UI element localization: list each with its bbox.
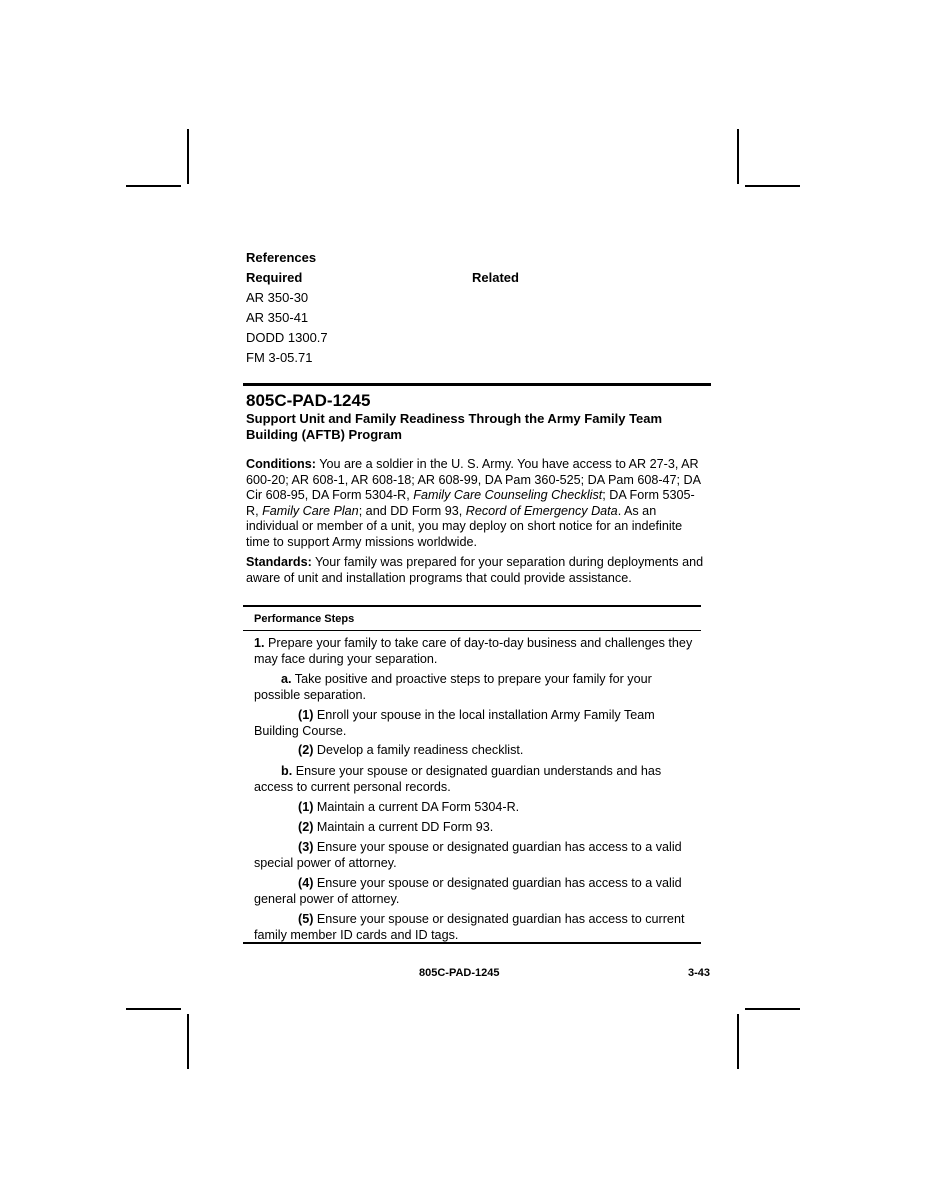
performance-step bbox=[254, 743, 700, 759]
form-title: Record of Emergency Data bbox=[465, 503, 618, 518]
conditions-text: You are a soldier in the U. S. Army. You have access to AR 27-3, AR 600-20; AR 608-1, AR 608-18; AR 608-99, DA Pam 360-525; DA Pam 608-47; DA Cir 608-95, DA Form 5304-R, bbox=[246, 457, 701, 502]
required-reference-item: DODD 1300.7 bbox=[246, 330, 328, 345]
performance-step bbox=[254, 708, 700, 739]
required-reference-item: AR 350-41 bbox=[246, 310, 309, 325]
crop-mark bbox=[187, 129, 189, 184]
crop-mark bbox=[745, 185, 800, 187]
standards-label: Standards: bbox=[246, 555, 312, 569]
table-bottom-rule bbox=[243, 942, 701, 944]
step-text: Maintain a current DA Form 5304-R. bbox=[313, 800, 520, 814]
task-number: 805C-PAD-1245 bbox=[246, 391, 371, 410]
required-label: Required bbox=[246, 270, 303, 285]
step-text: Take positive and proactive steps to prepare your family for your possible separation. bbox=[254, 672, 652, 702]
crop-mark bbox=[745, 1008, 800, 1010]
performance-step bbox=[254, 764, 700, 795]
task-title: Support Unit and Family Readiness Through the Army Family Team Building (AFTB) Program bbox=[246, 411, 663, 442]
step-number: 1. bbox=[254, 636, 265, 650]
step-number: (3) bbox=[298, 840, 314, 854]
conditions-paragraph bbox=[246, 457, 706, 550]
step-number: (5) bbox=[298, 912, 314, 926]
step-text: Ensure your spouse or designated guardian has access to current family member ID cards and ID tags. bbox=[254, 912, 685, 942]
step-text: Prepare your family to take care of day-to-day business and challenges they may face during your separation. bbox=[254, 636, 693, 666]
step-text: Ensure your spouse or designated guardian understands and has access to current personal records. bbox=[254, 764, 662, 794]
step-number: (4) bbox=[298, 876, 314, 890]
conditions-text: ; DA Form 5305-R, bbox=[246, 488, 695, 518]
required-reference-item: AR 350-30 bbox=[246, 290, 309, 305]
performance-step bbox=[254, 672, 700, 703]
table-top-rule bbox=[243, 605, 701, 607]
performance-step bbox=[254, 912, 700, 943]
step-text: Ensure your spouse or designated guardian has access to a valid special power of attorney. bbox=[254, 840, 682, 870]
crop-mark bbox=[737, 1014, 739, 1069]
step-number: b. bbox=[281, 764, 293, 778]
step-text: Enroll your spouse in the local installation Army Family Team Building Course. bbox=[254, 708, 655, 738]
performance-step bbox=[254, 876, 700, 907]
performance-step bbox=[254, 636, 700, 667]
step-number: (2) bbox=[298, 743, 314, 757]
page-number: 3-43 bbox=[688, 967, 711, 979]
table-header-rule bbox=[243, 630, 701, 631]
step-number: (1) bbox=[298, 708, 314, 722]
performance-step bbox=[254, 840, 700, 871]
footer-task-number: 805C-PAD-1245 bbox=[419, 967, 500, 979]
step-text: Develop a family readiness checklist. bbox=[313, 743, 524, 757]
crop-mark bbox=[126, 185, 181, 187]
conditions-text: ; and DD Form 93, bbox=[358, 503, 466, 518]
step-number: (2) bbox=[298, 820, 314, 834]
step-text: Maintain a current DD Form 93. bbox=[313, 820, 494, 834]
crop-mark bbox=[187, 1014, 189, 1069]
standards-paragraph bbox=[246, 555, 706, 586]
form-title: Family Care Counseling Checklist bbox=[413, 488, 603, 502]
conditions-text: . As an individual or member of a unit, you may deploy on short notice for an indefinite time to support Army missions worldwide. bbox=[246, 503, 683, 549]
related-label: Related bbox=[472, 270, 519, 285]
step-number: a. bbox=[281, 672, 292, 686]
conditions-label: Conditions: bbox=[246, 457, 316, 471]
required-reference-item: FM 3-05.71 bbox=[246, 350, 313, 365]
step-number: (1) bbox=[298, 800, 314, 814]
crop-mark bbox=[126, 1008, 181, 1010]
performance-step bbox=[254, 820, 700, 836]
standards-text: Your family was prepared for your separation during deployments and aware of unit and installation programs that could provide assistance. bbox=[246, 555, 704, 585]
references-heading: References bbox=[246, 250, 317, 265]
crop-mark bbox=[737, 129, 739, 184]
section-divider bbox=[243, 383, 711, 386]
form-title: Family Care Plan bbox=[262, 503, 359, 518]
performance-steps-header: Performance Steps bbox=[254, 613, 355, 625]
performance-step bbox=[254, 800, 700, 816]
step-text: Ensure your spouse or designated guardian has access to a valid general power of attorney. bbox=[254, 876, 682, 906]
